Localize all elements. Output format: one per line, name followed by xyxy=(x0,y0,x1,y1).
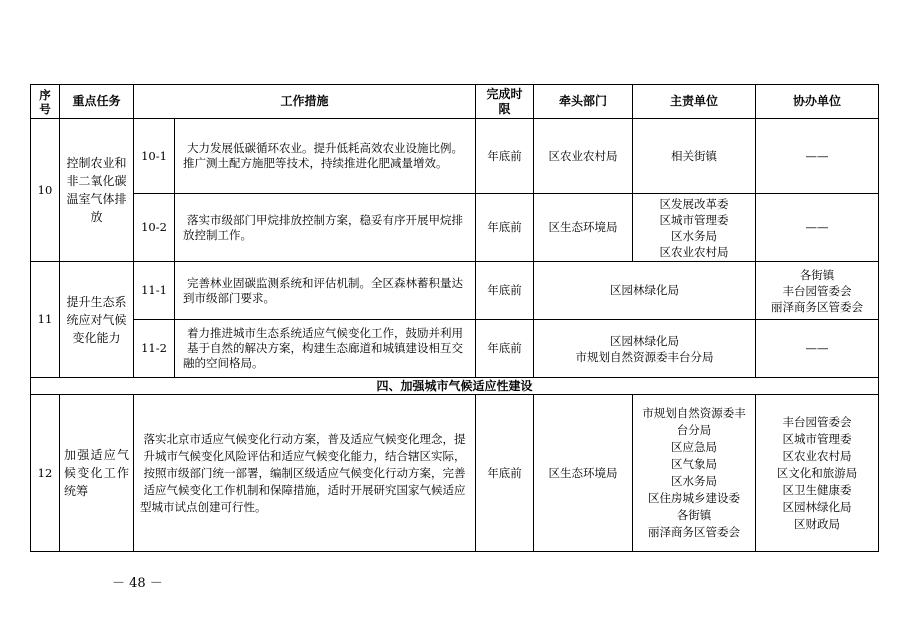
sub-assist-unit xyxy=(756,262,879,320)
sub-assist-unit: —— xyxy=(756,119,879,194)
main-unit-item: 各街镇 xyxy=(676,508,712,522)
table-row xyxy=(31,320,879,378)
main-unit-item: 区水务局 xyxy=(671,474,718,488)
assist-unit-item: 各街镇 xyxy=(799,267,835,282)
main-unit-item: 台分局 xyxy=(676,423,712,437)
sub-deadline: 年底前 xyxy=(476,395,534,552)
assist-unit-item: 丰台园管委会 xyxy=(782,414,852,429)
sub-assist-unit xyxy=(756,395,879,552)
table-row xyxy=(31,194,879,262)
main-unit-item: 区住房城乡建设委 xyxy=(648,491,741,505)
sub-measure: 落实市级部门甲烷排放控制方案，稳妥有序开展甲烷排放控制工作。 xyxy=(175,194,476,262)
assist-unit-item: 区园林绿化局 xyxy=(782,499,852,514)
row-seq: 11 xyxy=(31,262,60,378)
sub-deadline: 年底前 xyxy=(476,194,534,262)
sub-lead-main: 区园林绿化局 xyxy=(534,262,756,320)
main-unit-item: 区水务局 xyxy=(671,228,718,243)
row-task: 控制农业和非二氧化碳温室气体排放 xyxy=(60,119,134,262)
assist-unit-item: 区农业农村局 xyxy=(782,448,852,463)
header-assist-unit: 协办单位 xyxy=(756,85,879,119)
lead-main-item: 区园林绿化局 xyxy=(610,333,680,348)
assist-unit-item: 区卫生健康委 xyxy=(782,482,852,497)
sub-deadline: 年底前 xyxy=(476,320,534,378)
sub-lead-dept: 区生态环境局 xyxy=(534,395,633,552)
lead-main-item: 市规划自然资源委丰台分局 xyxy=(575,349,714,364)
sub-main-unit: 相关街镇 xyxy=(633,119,756,194)
assist-unit-item: 区城市管理委 xyxy=(782,431,852,446)
main-unit-item: 丽泽商务区管委会 xyxy=(648,525,741,539)
main-unit-item: 市规划自然资源委丰 xyxy=(642,406,746,420)
sub-deadline: 年底前 xyxy=(476,262,534,320)
main-unit-item: 区应急局 xyxy=(671,440,718,454)
task-table xyxy=(30,84,879,552)
header-row xyxy=(31,85,879,119)
section-title: 四、加强城市气候适应性建设 xyxy=(31,378,879,395)
sub-code: 10-2 xyxy=(134,194,175,262)
sub-assist-unit: —— xyxy=(756,194,879,262)
sub-code: 11-1 xyxy=(134,262,175,320)
sub-lead-dept: 区农业农村局 xyxy=(534,119,633,194)
assist-unit-item: 区文化和旅游局 xyxy=(776,465,858,480)
row-seq: 10 xyxy=(31,119,60,262)
row-seq: 12 xyxy=(31,395,60,552)
sub-main-unit xyxy=(633,194,756,262)
sub-measure: 落实北京市适应气候变化行动方案，普及适应气候变化理念，提升城市气候变化风险评估和适应气候变化能力，结合辖区实际，按照市级部门统一部署，编制区级适应气候变化行动方案，完善适应气候变化工作机制和保障措施，适时开展研究国家气候适应型城市试点创建可行性。 xyxy=(134,395,476,552)
sub-deadline: 年底前 xyxy=(476,119,534,194)
sub-assist-unit: —— xyxy=(756,320,879,378)
sub-code: 11-2 xyxy=(134,320,175,378)
header-measures: 工作措施 xyxy=(134,85,476,119)
table-row xyxy=(31,119,879,194)
row-task: 加强适应气候变化工作统筹 xyxy=(60,395,134,552)
main-unit-item: 区气象局 xyxy=(671,457,718,471)
sub-measure: 大力发展低碳循环农业。提升低耗高效农业设施比例。推广测土配方施肥等技术，持续推进化肥减量增效。 xyxy=(175,119,476,194)
assist-unit-item: 区财政局 xyxy=(794,516,841,531)
sub-measure: 着力推进城市生态系统适应气候变化工作，鼓励并利用基于自然的解决方案，构建生态廊道和城镇建设相互交融的空间格局。 xyxy=(175,320,476,378)
header-lead-dept: 牵头部门 xyxy=(534,85,633,119)
row-task: 提升生态系统应对气候变化能力 xyxy=(60,262,134,378)
sub-lead-main xyxy=(534,320,756,378)
table-row xyxy=(31,262,879,320)
sub-measure: 完善林业固碳监测系统和评估机制。全区森林蓄积量达到市级部门要求。 xyxy=(175,262,476,320)
header-task: 重点任务 xyxy=(60,85,134,119)
header-seq: 序号 xyxy=(31,85,60,119)
sub-main-unit xyxy=(633,395,756,552)
assist-unit-item: 丽泽商务区管委会 xyxy=(771,299,864,314)
sub-code: 10-1 xyxy=(134,119,175,194)
assist-unit-item: 丰台园管委会 xyxy=(782,283,852,298)
page-number: － 48 － xyxy=(112,576,163,591)
main-unit-item: 区农业农村局 xyxy=(659,244,729,259)
main-unit-item: 区城市管理委 xyxy=(659,212,729,227)
section-row xyxy=(31,378,879,395)
header-main-unit: 主责单位 xyxy=(633,85,756,119)
main-unit-item: 区发展改革委 xyxy=(659,196,729,211)
sub-lead-dept: 区生态环境局 xyxy=(534,194,633,262)
header-deadline: 完成时限 xyxy=(476,85,534,119)
table-row xyxy=(31,395,879,552)
